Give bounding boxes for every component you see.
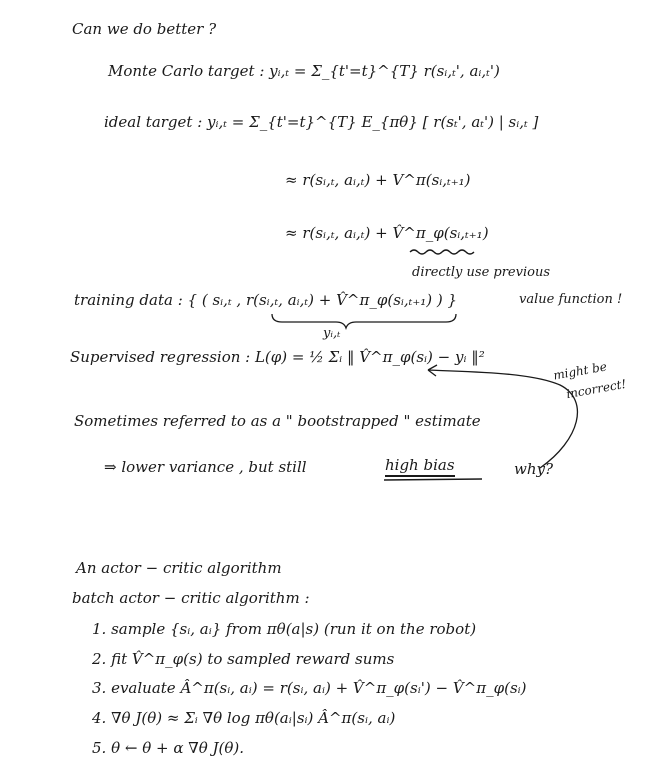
- supervised-regression: Supervised regression : L(φ) = ½ Σᵢ ‖ V̂^π_φ(sᵢ) − yᵢ ‖²: [70, 348, 485, 366]
- target-label-y: yᵢ,ₜ: [323, 326, 341, 341]
- note-might-be: might be: [552, 359, 608, 383]
- approximation-2: ≈ r(sᵢ,ₜ, aᵢ,ₜ) + V̂^π_φ(sᵢ,ₜ₊₁): [285, 224, 489, 242]
- algorithm-step-3: 3. evaluate Â^π(sᵢ, aᵢ) = r(sᵢ, aᵢ) + V̂^π_φ(sᵢ') − V̂^π_φ(sᵢ): [92, 679, 527, 697]
- target-underbrace: [272, 314, 456, 328]
- algorithm-step-5: 5. θ ← θ + α ∇θ J(θ).: [92, 739, 245, 757]
- notes-heading: Can we do better ?: [72, 20, 217, 38]
- training-data: training data : { ( sᵢ,ₜ , r(sᵢ,ₜ, aᵢ,ₜ) + V̂^π_φ(sᵢ,ₜ₊₁) ) }: [74, 291, 458, 309]
- monte-carlo-target: Monte Carlo target : yᵢ,ₜ = Σ_{t'=t}^{T} r(sᵢ,ₜ', aᵢ,ₜ'): [108, 62, 500, 80]
- why-arrow-head: [428, 365, 437, 376]
- algorithm-step-2: 2. fit V̂^π_φ(s) to sampled reward sums: [92, 650, 395, 668]
- algorithm-step-1: 1. sample {sᵢ, aᵢ} from πθ(a|s) (run it on the robot): [92, 620, 477, 638]
- annotation-directly-use: directly use previous: [412, 265, 550, 280]
- note-incorrect: incorrect!: [565, 376, 628, 402]
- ideal-target: ideal target : yᵢ,ₜ = Σ_{t'=t}^{T} E_{πθ} [ r(sₜ', aₜ') | sᵢ,ₜ ]: [104, 113, 539, 131]
- high-bias-double-underline: [384, 479, 482, 480]
- squiggle-underline: [410, 250, 474, 254]
- approximation-1: ≈ r(sᵢ,ₜ, aᵢ,ₜ) + V^π(sᵢ,ₜ₊₁): [285, 171, 471, 189]
- annotation-value-function: value function !: [519, 292, 623, 307]
- algorithm-step-4: 4. ∇θ J(θ) ≈ Σᵢ ∇θ log πθ(aᵢ|sᵢ) Â^π(sᵢ, aᵢ): [92, 709, 396, 727]
- high-bias-label: high bias: [385, 456, 455, 477]
- actor-critic-title: An actor − critic algorithm: [76, 559, 282, 577]
- batch-actor-critic-title: batch actor − critic algorithm :: [72, 589, 310, 607]
- bootstrapped-estimate-line: Sometimes referred to as a " bootstrapped " estimate: [74, 412, 481, 430]
- why-question: why?: [514, 460, 554, 478]
- lower-variance-line: ⇒ lower variance , but still: [104, 458, 307, 476]
